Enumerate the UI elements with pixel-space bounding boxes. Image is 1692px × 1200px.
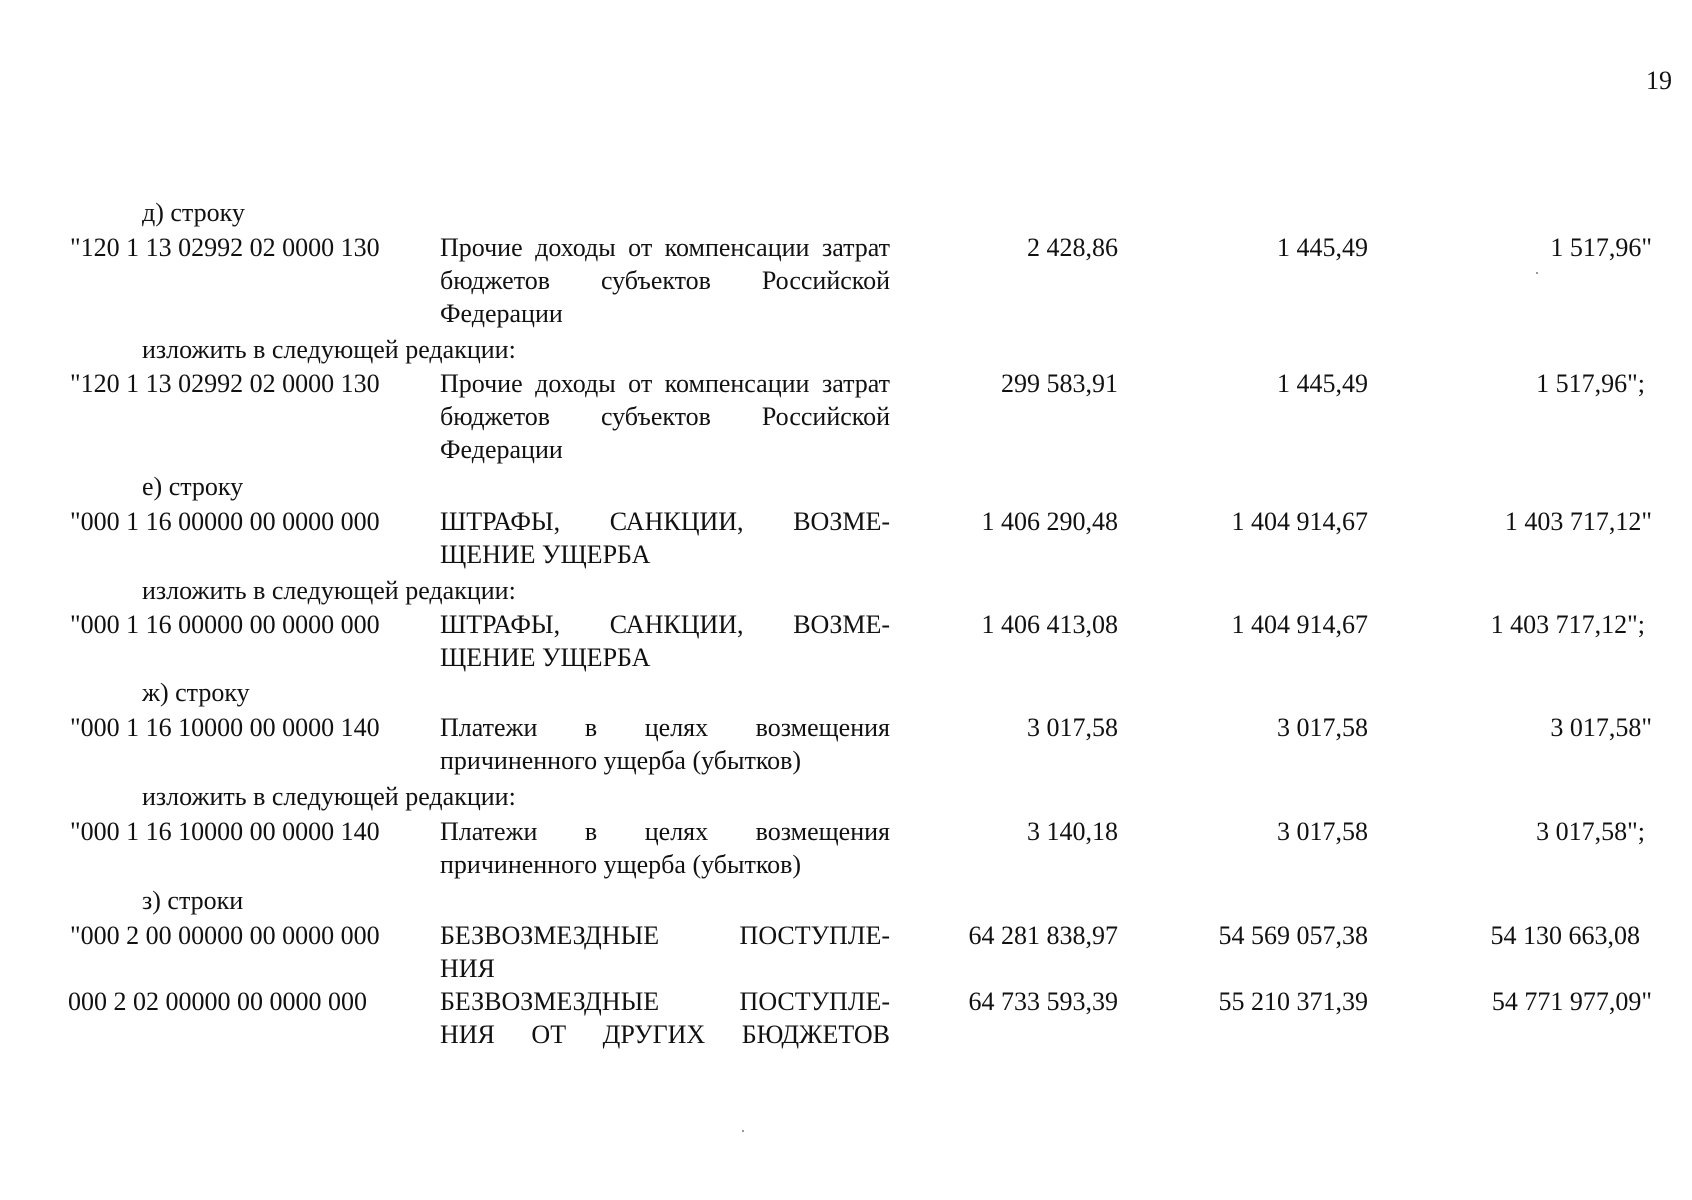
value-year-3: 3 017,58"; [1536, 817, 1645, 846]
value-year-1: 2 428,86 [1027, 233, 1118, 262]
row-description [440, 608, 890, 674]
value-year-3: 1 517,96" [1550, 233, 1652, 262]
section-intro: е) строку [142, 472, 244, 501]
value-year-1: 3 017,58 [1027, 713, 1118, 742]
row-description: Прочие доходы от компенсации затрат бюджетов субъектов Российской Федерации [440, 369, 890, 464]
value-year-3: 54 771 977,09" [1491, 987, 1652, 1016]
budget-code: "000 1 16 10000 00 0000 140 [70, 817, 380, 846]
budget-code: "000 1 16 10000 00 0000 140 [70, 713, 380, 742]
row-description: Прочие доходы от компенсации затрат бюджетов субъектов Российской Федерации [440, 233, 890, 328]
scan-speck [742, 1130, 744, 1132]
row-description-line-2: НИЯ ОТ ДРУГИХ БЮДЖЕТОВ [440, 1020, 890, 1049]
value-year-3: 1 517,96"; [1536, 369, 1645, 398]
replace-label: изложить в следующей редакции: [142, 782, 516, 811]
row-description [440, 505, 890, 571]
value-year-1: 299 583,91 [1001, 369, 1118, 398]
replace-label: изложить в следующей редакции: [142, 335, 516, 364]
budget-code: "000 1 16 00000 00 0000 000 [70, 507, 380, 536]
value-year-2: 1 404 914,67 [1231, 610, 1368, 639]
page-number: 19 [1646, 66, 1672, 95]
budget-code: "120 1 13 02992 02 0000 130 [70, 233, 380, 262]
row-description-line-2: НИЯ [440, 954, 495, 983]
row-description [440, 919, 890, 985]
row-description-line-2: ЩЕНИЕ УЩЕРБА [440, 643, 651, 672]
value-year-2: 1 404 914,67 [1231, 507, 1368, 536]
value-year-2: 3 017,58 [1277, 817, 1368, 846]
value-year-2: 3 017,58 [1277, 713, 1368, 742]
value-year-2: 55 210 371,39 [1218, 987, 1368, 1016]
row-description: Платежи в целях возмещения причиненного ущерба (убытков) [440, 713, 890, 775]
row-description: Платежи в целях возмещения причиненного ущерба (убытков) [440, 817, 890, 879]
value-year-1: 64 733 593,39 [968, 987, 1118, 1016]
row-description [440, 985, 890, 1051]
section-intro: з) строки [142, 886, 244, 915]
value-year-1: 1 406 413,08 [981, 610, 1118, 639]
value-year-3: 1 403 717,12"; [1490, 610, 1645, 639]
value-year-3: 3 017,58" [1550, 713, 1652, 742]
budget-code: "000 2 00 00000 00 0000 000 [70, 921, 380, 950]
row-description-line-1: ШТРАФЫ, САНКЦИИ, ВОЗМЕ- [440, 610, 890, 639]
value-year-3: 54 130 663,08 [1490, 921, 1640, 950]
section-intro: ж) строку [142, 678, 250, 707]
value-year-1: 3 140,18 [1027, 817, 1118, 846]
row-description-line-1: БЕЗВОЗМЕЗДНЫЕ ПОСТУПЛЕ- [440, 921, 890, 950]
row-description-line-2: ЩЕНИЕ УЩЕРБА [440, 540, 651, 569]
value-year-2: 54 569 057,38 [1218, 921, 1368, 950]
value-year-3: 1 403 717,12" [1504, 507, 1652, 536]
value-year-1: 1 406 290,48 [981, 507, 1118, 536]
scan-speck [1536, 272, 1538, 274]
row-description-line-1: ШТРАФЫ, САНКЦИИ, ВОЗМЕ- [440, 507, 890, 536]
replace-label: изложить в следующей редакции: [142, 576, 516, 605]
budget-code: 000 2 02 00000 00 0000 000 [68, 987, 367, 1016]
value-year-1: 64 281 838,97 [968, 921, 1118, 950]
budget-code: "120 1 13 02992 02 0000 130 [70, 369, 380, 398]
value-year-2: 1 445,49 [1277, 233, 1368, 262]
value-year-2: 1 445,49 [1277, 369, 1368, 398]
row-description-line-1: БЕЗВОЗМЕЗДНЫЕ ПОСТУПЛЕ- [440, 987, 890, 1016]
section-intro: д) строку [142, 198, 245, 227]
budget-code: "000 1 16 00000 00 0000 000 [70, 610, 380, 639]
